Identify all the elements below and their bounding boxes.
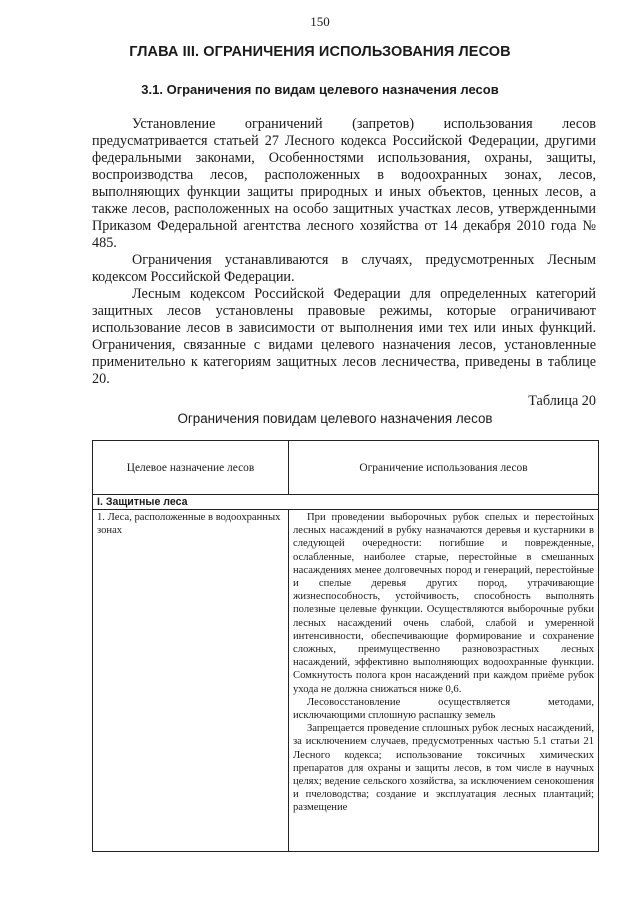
table-label: Таблица 20 bbox=[528, 393, 596, 409]
restriction-paragraph: Запрещается проведение сплошных рубок лесных насаждений, за исключением случаев, предусмотренных частью 5.1 статьи 21 Лесного кодекса; использование токсичных химических препаратов для охраны и защиты лесов, в том числе в научных целях; ведение сельского хозяйства, за исключением сенокошения и пчеловодства; создание и эксплуатация лесных плантаций; размещение bbox=[293, 723, 594, 814]
section-label: I. Защитные леса bbox=[93, 495, 599, 510]
table-row bbox=[93, 510, 599, 852]
paragraph: Лесным кодексом Российской Федерации для определенных категорий защитных лесов установлены правовые режимы, которые ограничивают использование лесов в зависимости от выполнения ими тех или иных функций. Ограничения, связанные с видами целевого назначения лесов, установленные применительно к категориям защитных лесов лесничества, приведены в таблице 20. bbox=[92, 286, 596, 387]
category-name: 1. Леса, расположенные в водоохранных зонах bbox=[97, 512, 281, 536]
page-number: 150 bbox=[310, 14, 330, 29]
table-caption: Ограничения повидам целевого назначения лесов bbox=[177, 411, 493, 426]
section-title: 3.1. Ограничения по видам целевого назначения лесов bbox=[141, 82, 499, 97]
column-header: Целевое назначение лесов bbox=[93, 441, 289, 495]
restriction-paragraph: Лесовосстановление осуществляется методами, исключающими сплошную распашку земель bbox=[293, 696, 594, 722]
chapter-title: ГЛАВА III. ОГРАНИЧЕНИЯ ИСПОЛЬЗОВАНИЯ ЛЕСОВ bbox=[129, 44, 511, 60]
restrictions-table bbox=[92, 440, 599, 852]
paragraph: Установление ограничений (запретов) использования лесов предусматривается статьей 27 Лесного кодекса Российской Федерации, другими федеральными законами, Особенностями использования, охраны, защиты, воспроизводства лесов, расположенных в водоохранных зонах, лесов, выполняющих функции защиты природных и иных объектов, ценных лесов, а также лесов, расположенных на особо защитных участках лесов, утвержденными Приказом Федеральной агентства лесного хозяйства от 14 декабря 2010 года № 485. bbox=[92, 116, 596, 251]
table-section-row bbox=[93, 495, 599, 510]
restriction-cell bbox=[289, 510, 599, 852]
body-text bbox=[92, 116, 596, 388]
category-cell bbox=[93, 510, 289, 852]
column-header: Ограничение использования лесов bbox=[289, 441, 599, 495]
restriction-paragraph: При проведении выборочных рубок спелых и перестойных лесных насаждений в рубку назначаются деревья и кустарники в следующей очередности: погибшие и поврежденные, ослабленные, наиболее старые, перестойные в смешанных насаждениях менее долговечных пород и генераций, перестойные и спелые деревья других пород, утрачивающие жизнеспособность, устойчивость, способность выполнять полезные целевые функции. Осуществляются выборочные рубки лесных насаждений очень слабой, слабой и умеренной интенсивности, обеспечивающие формирование и сохранение сложных, преимущественно разновозрастных лесных насаждений, эффективно выполняющих водоохранные функции. Сомкнутость полога крон насаждений при каждом приёме рубок ухода не должна снижаться ниже 0,6. bbox=[293, 512, 594, 695]
paragraph: Ограничения устанавливаются в случаях, предусмотренных Лесным кодексом Российской Федерации. bbox=[92, 252, 596, 285]
table-header-row bbox=[93, 441, 599, 495]
